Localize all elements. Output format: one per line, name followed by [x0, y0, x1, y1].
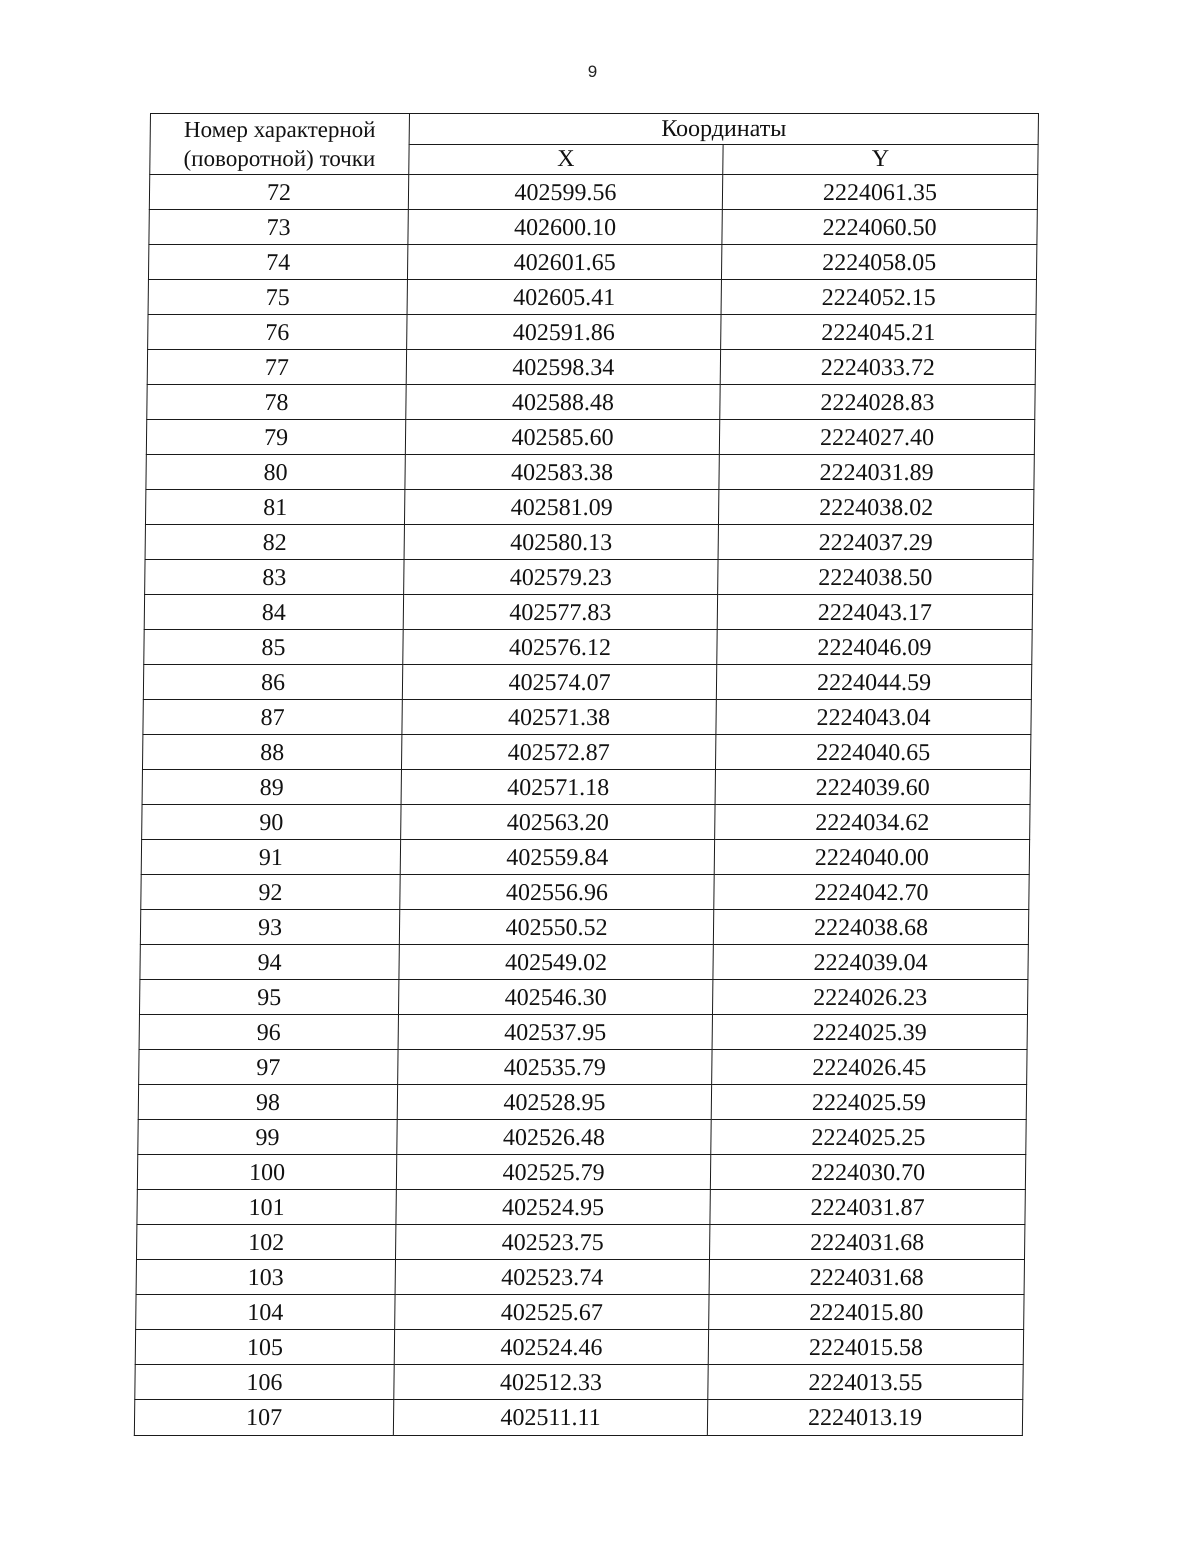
- x-coordinate-cell: 402549.02: [399, 945, 713, 980]
- point-number-cell: 73: [149, 210, 408, 245]
- point-number-cell: 99: [138, 1120, 397, 1155]
- point-number-cell: 79: [146, 420, 405, 455]
- x-coordinate-cell: 402576.12: [403, 630, 717, 665]
- table-row: [144, 595, 1032, 630]
- x-coordinate-cell: 402605.41: [407, 280, 721, 315]
- table-row: [145, 490, 1033, 525]
- x-coordinate-cell: 402580.13: [404, 525, 718, 560]
- y-coordinate-cell: 2224039.04: [713, 945, 1028, 980]
- table-row: [144, 630, 1032, 665]
- x-coordinate-cell: 402563.20: [401, 805, 715, 840]
- y-coordinate-cell: 2224052.15: [721, 280, 1036, 315]
- table-row: [148, 245, 1036, 280]
- table-row: [137, 1155, 1025, 1190]
- y-coordinate-cell: 2224031.68: [709, 1225, 1024, 1260]
- coordinates-table: [134, 113, 1039, 1436]
- point-number-cell: 87: [143, 700, 402, 735]
- y-coordinate-cell: 2224037.29: [718, 525, 1033, 560]
- y-coordinate-cell: 2224030.70: [710, 1155, 1025, 1190]
- x-coordinate-cell: 402581.09: [404, 490, 718, 525]
- x-coordinate-cell: 402583.38: [405, 455, 719, 490]
- x-coordinate-cell: 402546.30: [398, 980, 712, 1015]
- table-row: [139, 1050, 1027, 1085]
- x-coordinate-cell: 402585.60: [405, 420, 719, 455]
- table-row: [148, 315, 1036, 350]
- table-row: [140, 945, 1028, 980]
- table-row: [142, 735, 1030, 770]
- point-number-cell: 94: [140, 945, 399, 980]
- x-coordinate-cell: 402579.23: [404, 560, 718, 595]
- point-number-cell: 83: [145, 560, 404, 595]
- point-number-cell: 98: [138, 1085, 397, 1120]
- table-row: [134, 1400, 1022, 1436]
- x-coordinate-cell: 402574.07: [402, 665, 716, 700]
- table-row: [142, 770, 1030, 805]
- point-number-cell: 104: [136, 1295, 395, 1330]
- x-coordinate-cell: 402524.46: [394, 1330, 708, 1365]
- y-coordinate-cell: 2224046.09: [717, 630, 1032, 665]
- point-number-cell: 74: [148, 245, 407, 280]
- point-number-cell: 102: [136, 1225, 395, 1260]
- y-coordinate-cell: 2224043.04: [716, 700, 1031, 735]
- point-number-cell: 72: [149, 175, 408, 210]
- point-number-cell: 96: [139, 1015, 398, 1050]
- y-coordinate-cell: 2224038.02: [718, 490, 1033, 525]
- point-number-cell: 106: [135, 1365, 394, 1400]
- y-coordinate-cell: 2224043.17: [717, 595, 1032, 630]
- x-coordinate-cell: 402537.95: [398, 1015, 712, 1050]
- y-coordinate-cell: 2224025.39: [712, 1015, 1027, 1050]
- x-coordinate-cell: 402511.11: [393, 1400, 707, 1436]
- table-row: [145, 560, 1033, 595]
- y-coordinate-cell: 2224058.05: [721, 245, 1036, 280]
- y-coordinate-cell: 2224045.21: [721, 315, 1036, 350]
- point-number-cell: 88: [142, 735, 401, 770]
- x-coordinate-cell: 402535.79: [398, 1050, 712, 1085]
- point-number-cell: 90: [142, 805, 401, 840]
- point-number-cell: 103: [136, 1260, 395, 1295]
- table-row: [146, 420, 1034, 455]
- point-number-cell: 75: [148, 280, 407, 315]
- x-coordinate-cell: 402571.38: [402, 700, 716, 735]
- x-coordinate-cell: 402525.67: [395, 1295, 709, 1330]
- table-row: [138, 1085, 1026, 1120]
- y-coordinate-cell: 2224027.40: [719, 420, 1034, 455]
- point-number-cell: 95: [139, 980, 398, 1015]
- y-coordinate-cell: 2224038.68: [713, 910, 1028, 945]
- x-column-header: X: [409, 144, 723, 175]
- point-number-cell: 89: [142, 770, 401, 805]
- point-number-cell: 85: [144, 630, 403, 665]
- x-coordinate-cell: 402512.33: [394, 1365, 708, 1400]
- y-coordinate-cell: 2224060.50: [722, 210, 1037, 245]
- y-coordinate-cell: 2224028.83: [720, 385, 1035, 420]
- table-row: [139, 1015, 1027, 1050]
- point-number-cell: 81: [145, 490, 404, 525]
- point-number-cell: 101: [137, 1190, 396, 1225]
- point-number-cell: 92: [141, 875, 400, 910]
- table-row: [136, 1225, 1024, 1260]
- y-coordinate-cell: 2224015.80: [709, 1295, 1024, 1330]
- x-coordinate-cell: 402598.34: [406, 350, 720, 385]
- table-row: [149, 175, 1037, 210]
- y-coordinate-cell: 2224042.70: [714, 875, 1029, 910]
- y-coordinate-cell: 2224015.58: [708, 1330, 1023, 1365]
- point-number-cell: 105: [135, 1330, 394, 1365]
- x-coordinate-cell: 402524.95: [396, 1190, 710, 1225]
- table-header: [150, 114, 1039, 175]
- table-row: [135, 1330, 1023, 1365]
- x-coordinate-cell: 402601.65: [407, 245, 721, 280]
- y-coordinate-cell: 2224031.89: [719, 455, 1034, 490]
- table-row: [143, 700, 1031, 735]
- point-number-cell: 77: [147, 350, 406, 385]
- y-coordinate-cell: 2224034.62: [715, 805, 1030, 840]
- point-number-cell: 76: [148, 315, 407, 350]
- table-row: [147, 350, 1035, 385]
- table-row: [145, 525, 1033, 560]
- coordinates-header: Координаты: [409, 114, 1038, 145]
- point-number-cell: 82: [145, 525, 404, 560]
- y-coordinate-cell: 2224038.50: [718, 560, 1033, 595]
- point-number-cell: 100: [137, 1155, 396, 1190]
- table-row: [140, 910, 1028, 945]
- y-coordinate-cell: 2224025.59: [711, 1085, 1026, 1120]
- x-coordinate-cell: 402572.87: [401, 735, 715, 770]
- table-row: [147, 385, 1035, 420]
- page-number: 9: [587, 62, 598, 81]
- point-number-cell: 91: [141, 840, 400, 875]
- point-number-cell: 107: [134, 1400, 393, 1436]
- y-coordinate-cell: 2224061.35: [722, 175, 1037, 210]
- y-coordinate-cell: 2224013.19: [707, 1400, 1022, 1436]
- table-row: [136, 1260, 1024, 1295]
- table-row: [135, 1365, 1023, 1400]
- x-coordinate-cell: 402523.74: [395, 1260, 709, 1295]
- table-row: [141, 875, 1029, 910]
- x-coordinate-cell: 402600.10: [408, 210, 722, 245]
- table-row: [141, 840, 1029, 875]
- y-coordinate-cell: 2224031.87: [710, 1190, 1025, 1225]
- point-number-header: Номер характерной (поворотной) точки: [150, 114, 410, 175]
- x-coordinate-cell: 402588.48: [406, 385, 720, 420]
- x-coordinate-cell: 402528.95: [397, 1085, 711, 1120]
- x-coordinate-cell: 402571.18: [401, 770, 715, 805]
- table-row: [139, 980, 1027, 1015]
- table-row: [137, 1190, 1025, 1225]
- y-coordinate-cell: 2224031.68: [709, 1260, 1024, 1295]
- table-row: [148, 280, 1036, 315]
- y-column-header: Y: [723, 144, 1038, 175]
- y-coordinate-cell: 2224039.60: [715, 770, 1030, 805]
- x-coordinate-cell: 402599.56: [408, 175, 722, 210]
- x-coordinate-cell: 402525.79: [396, 1155, 710, 1190]
- x-coordinate-cell: 402559.84: [400, 840, 714, 875]
- point-number-cell: 84: [144, 595, 403, 630]
- y-coordinate-cell: 2224044.59: [716, 665, 1031, 700]
- point-number-cell: 93: [140, 910, 399, 945]
- point-number-cell: 97: [139, 1050, 398, 1085]
- x-coordinate-cell: 402577.83: [403, 595, 717, 630]
- table-row: [142, 805, 1030, 840]
- y-coordinate-cell: 2224026.45: [712, 1050, 1027, 1085]
- x-coordinate-cell: 402550.52: [399, 910, 713, 945]
- x-coordinate-cell: 402556.96: [400, 875, 714, 910]
- point-number-cell: 80: [146, 455, 405, 490]
- y-coordinate-cell: 2224040.00: [714, 840, 1029, 875]
- y-coordinate-cell: 2224013.55: [708, 1365, 1023, 1400]
- y-coordinate-cell: 2224026.23: [712, 980, 1027, 1015]
- table-body: [134, 175, 1037, 1436]
- x-coordinate-cell: 402591.86: [407, 315, 721, 350]
- point-number-cell: 78: [147, 385, 406, 420]
- x-coordinate-cell: 402523.75: [395, 1225, 709, 1260]
- point-number-cell: 86: [143, 665, 402, 700]
- table-row: [146, 455, 1034, 490]
- table-row: [143, 665, 1031, 700]
- table-row: [149, 210, 1037, 245]
- y-coordinate-cell: 2224033.72: [720, 350, 1035, 385]
- x-coordinate-cell: 402526.48: [397, 1120, 711, 1155]
- y-coordinate-cell: 2224025.25: [711, 1120, 1026, 1155]
- table-row: [136, 1295, 1024, 1330]
- y-coordinate-cell: 2224040.65: [715, 735, 1030, 770]
- table-row: [138, 1120, 1026, 1155]
